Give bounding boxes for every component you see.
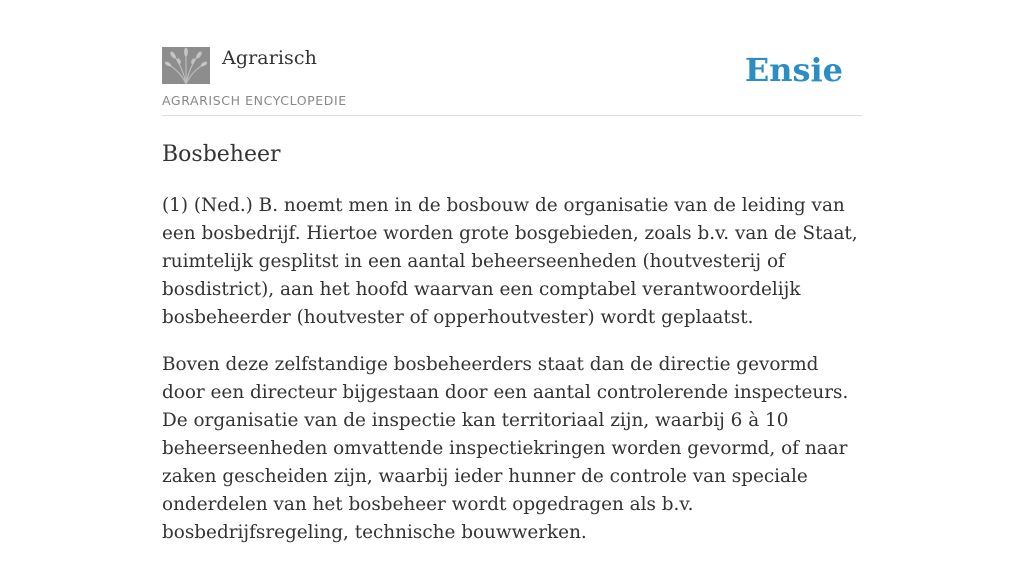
page-title: Bosbeheer [162, 142, 281, 167]
book-title[interactable]: Agrarisch [222, 47, 317, 69]
header [162, 46, 862, 116]
wheat-icon[interactable] [162, 47, 210, 84]
article-body [162, 192, 862, 566]
book-subtitle: AGRARISCH ENCYCLOPEDIE [162, 93, 347, 108]
paragraph-1: (1) (Ned.) B. noemt men in de bosbouw de organisatie van de leiding van een bosbedrijf. Hiertoe worden grote bosgebieden, zoals b.v. van de Staat, ruimtelijk gesplitst in een aantal beheerseenheden (houtvesterij of bosdistrict), aan het hoofd waarvan een comptabel verantwoordelijk bosbeheerder (houtvester of opperhoutvester) wordt geplaatst. [162, 195, 858, 328]
paragraph-2: Boven deze zelfstandige bosbeheerders staat dan de directie gevormd door een directeur bijgestaan door een aantal controlerende inspecteurs. De organisatie van de inspectie kan territoriaal zijn, waarbij 6 à 10 beheerseenheden omvattende inspectiekringen worden gevormd, of naar zaken gescheiden zijn, waarbij ieder hunner de controle van speciale onderdelen van het bosbeheer wordt opgedragen als b.v. bosbedrijfsregeling, technische bouwwerken. [162, 354, 849, 543]
brand-logo[interactable]: Ensie [744, 51, 843, 89]
